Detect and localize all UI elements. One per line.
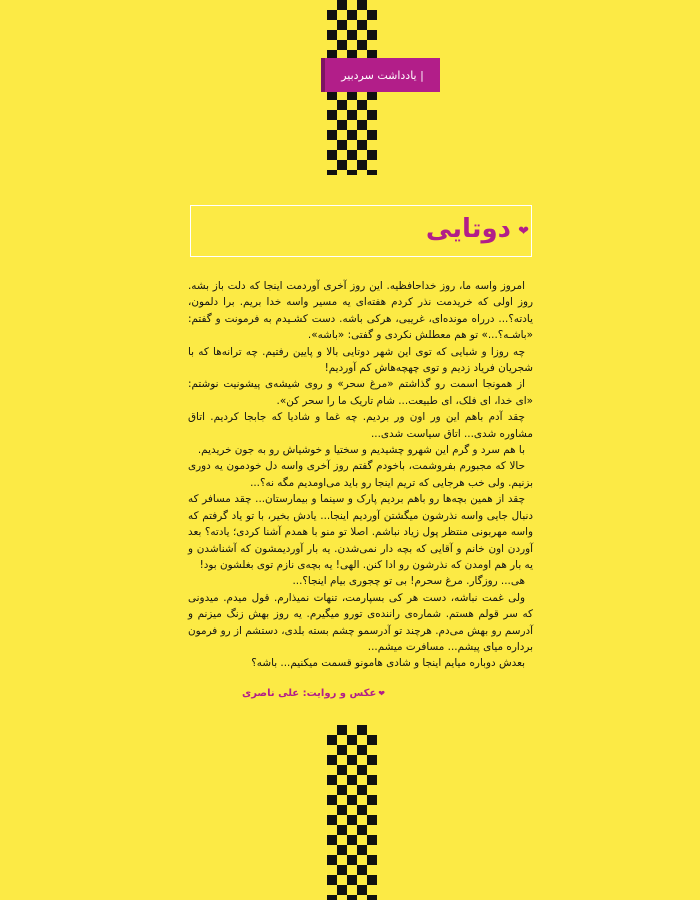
section-tag: | یادداشت سردبیر: [321, 58, 440, 92]
paragraph: چقد آدم باهم این ور اون ور بردیم. چه غما و شاد‌یا که جابجا کردیم. اتاق مشاوره شدی... اتاق سیاست شدی...: [188, 411, 533, 440]
paragraph: ولی غمت نباشه، دست هر کی بسپارمت، تنهات نمیذارم. قول میدم. میدونی که سر قولم هستم. شماره‌ی راننده‌ی تورو میگیرم. یه روز بهش زنگ میزنم و آدرسم رو بهش می‌دم. هرچند تو آدرسمو چشم بسته بلدی، دستشم از رو فرمون برداره میای پیشم... مسافرت میشم...: [188, 591, 533, 653]
paragraph: چقد از همین بچه‌ها رو باهم بردیم پارک و سینما و بیمارستان... چقد مسافر که دنبال جایی واسه نذرشون میگشتن آوردیم اینجا... یادش بخیر، با تو یاد گرفتم که واسه مهربونی منتظر پول زیاد نباشم. اصلا تو منو با همدم آشنا کردی؛ یادته؟ بعد آوردن اون خانم و آقایی که بچه دار نمی‌شدن. یه بار آوردیمشون که آشناشدن و یه بار هم اومدن که نذرشون رو ادا کنن. الهی! یه بچه‌ی نازم توی بغلشون بود!: [188, 493, 533, 571]
photo-credit: [185, 688, 385, 699]
paragraph: حالا که مجبورم بفروشمت، باخودم گفتم روز آخری واسه دل خودمون یه دوری بزنیم. ولی خب هرجایی که تریم اینجا رو باید می‌اومدیم مگه نه؟...: [188, 460, 533, 489]
paragraph: از همونجا اسمت رو گذاشتم «مرغ سحر» و روی شیشه‌ی پیشونیت نوشتم: «ای خدا، ای فلک، ای طبیعت... شام تاریک ما را سحر کن».: [188, 378, 533, 407]
heart-icon: ❤: [378, 689, 385, 698]
title-box: [190, 205, 532, 257]
heart-icon: ❤: [518, 224, 529, 239]
paragraph: چه روزا و شبایی که توی این شهر دوتایی بالا و پایین رفتیم. چه ترانه‌ها که با شجریان فریاد زدیم و توی چهچه‌هاش کم آوردیم!: [188, 345, 533, 375]
article-title: دوتایی: [425, 214, 511, 244]
checkered-stripe-bottom: [327, 725, 377, 900]
paragraph: بعدش دوباره میایم اینجا و شادی هامونو قسمت میکنیم... باشه؟: [251, 657, 525, 670]
credit-text: عکس و روایت: علی ناصری: [242, 688, 377, 699]
paragraph: هی... روزگار. مرغ سحرم! بی تو چجوری بیام اینجا؟...: [292, 575, 525, 588]
article-body: [188, 278, 533, 672]
paragraph: با هم سرد و گرم این شهرو چشیدیم و سختیا و خوشیاش رو به جون خریدیم.: [197, 444, 525, 457]
paragraph: امروز واسه ما، روز خداحافظیه. این روز آخری آوردمت اینجا که دلت باز بشه. روز اولی که خریدمت نذر کردم هفته‌ای یه مسیر واسه خدا بریم. برا دلمون، یادته؟... درراه مونده‌ای، غریبی، هرکی باشه. دست کشـیدم به فرمونت و گفتم: «باشـه؟...» تو هم معطلش نکردی و گفتی: «باشه».: [188, 280, 533, 342]
